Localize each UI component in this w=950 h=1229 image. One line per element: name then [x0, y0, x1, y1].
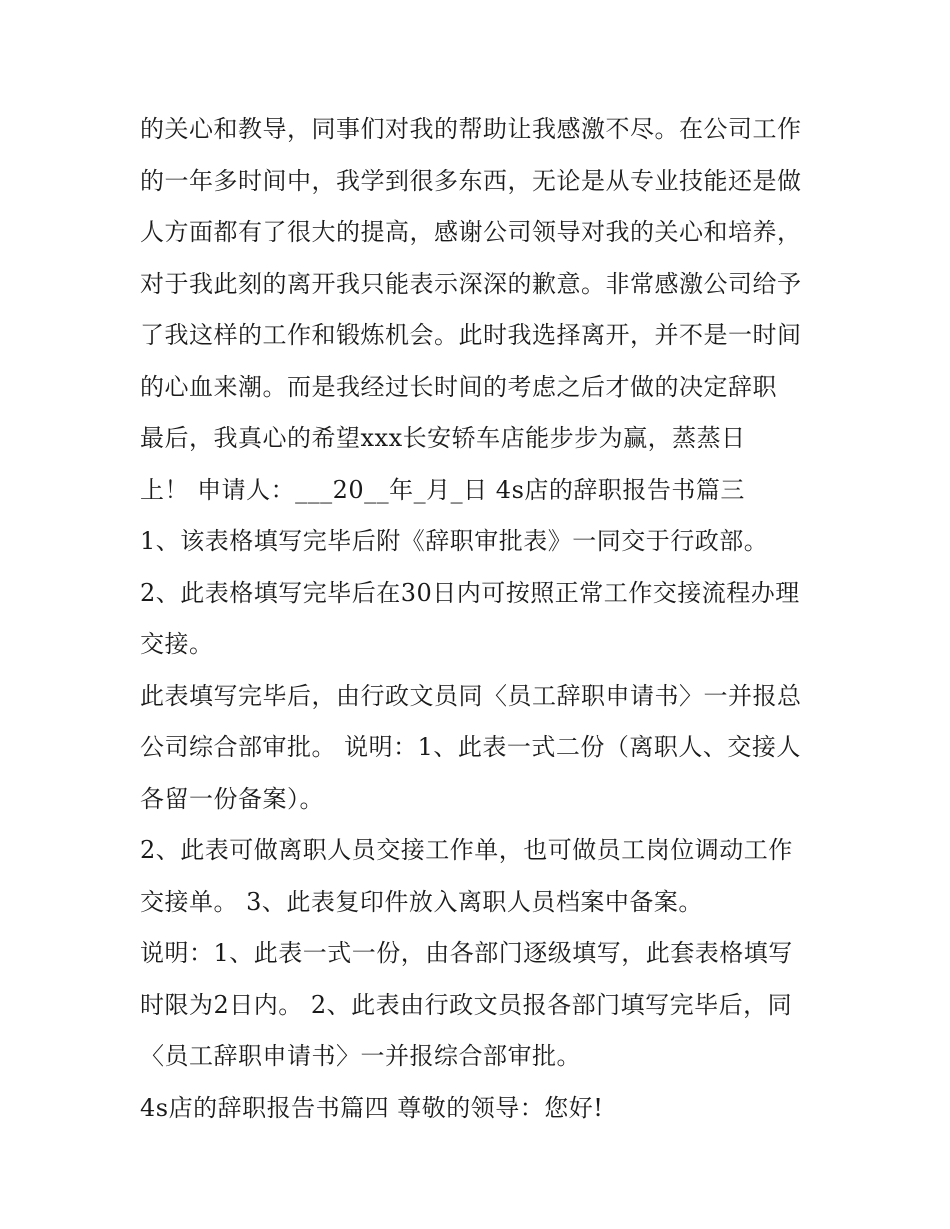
text-line: 时限为2日内。 2、此表由行政文员报各部门填写完毕后，同 — [140, 990, 793, 1019]
text-line: 交接单。 3、此表复印件放入离职人员档案中备案。 — [140, 887, 703, 916]
text-line: 了我这样的工作和锻炼机会。此时我选择离开，并不是一时间 — [140, 321, 802, 349]
text-line: 的关心和教导，同事们对我的帮助让我感激不尽。在公司工作 — [140, 115, 802, 143]
text-line: 此表填写完毕后，由行政文员同〈员工辞职申请书〉一并报总 — [140, 681, 802, 710]
text-line: 的心血来潮。而是我经过长时间的考虑之后才做的决定辞职 — [140, 372, 777, 401]
body-text — [140, 104, 820, 1134]
text-line: 〈员工辞职申请书〉一并报综合部审批。 — [140, 1042, 581, 1070]
text-line: 人方面都有了很大的提高，感谢公司领导对我的关心和培养， — [140, 218, 802, 246]
text-line: 公司综合部审批。 说明：1、此表一式二份（离职人、交接人 — [140, 733, 801, 761]
text-line: 2、此表格填写完毕后在30日内可按照正常工作交接流程办理 — [140, 578, 800, 607]
text-line: 上！ 申请人：___20__年_月_日 4s店的辞职报告书篇三 — [140, 475, 745, 504]
text-line: 说明：1、此表一式一份，由各部门逐级填写，此套表格填写 — [140, 939, 793, 967]
text-line: 对于我此刻的离开我只能表示深深的歉意。非常感激公司给予 — [140, 269, 802, 298]
text-line: 各留一份备案）。 — [140, 784, 324, 813]
text-line: 最后，我真心的希望xxx长安轿车店能步步为赢，蒸蒸日 — [140, 424, 746, 452]
text-line: 的一年多时间中，我学到很多东西，无论是从专业技能还是做 — [140, 166, 802, 195]
text-line: 1、该表格填写完毕后附《辞职审批表》一同交于行政部。 — [140, 527, 769, 555]
text-line: 4s店的辞职报告书篇四 尊敬的领导：您好! — [140, 1093, 604, 1122]
text-line: 交接。 — [140, 630, 214, 658]
text-line: 2、此表可做离职人员交接工作单，也可做员工岗位调动工作 — [140, 836, 793, 864]
